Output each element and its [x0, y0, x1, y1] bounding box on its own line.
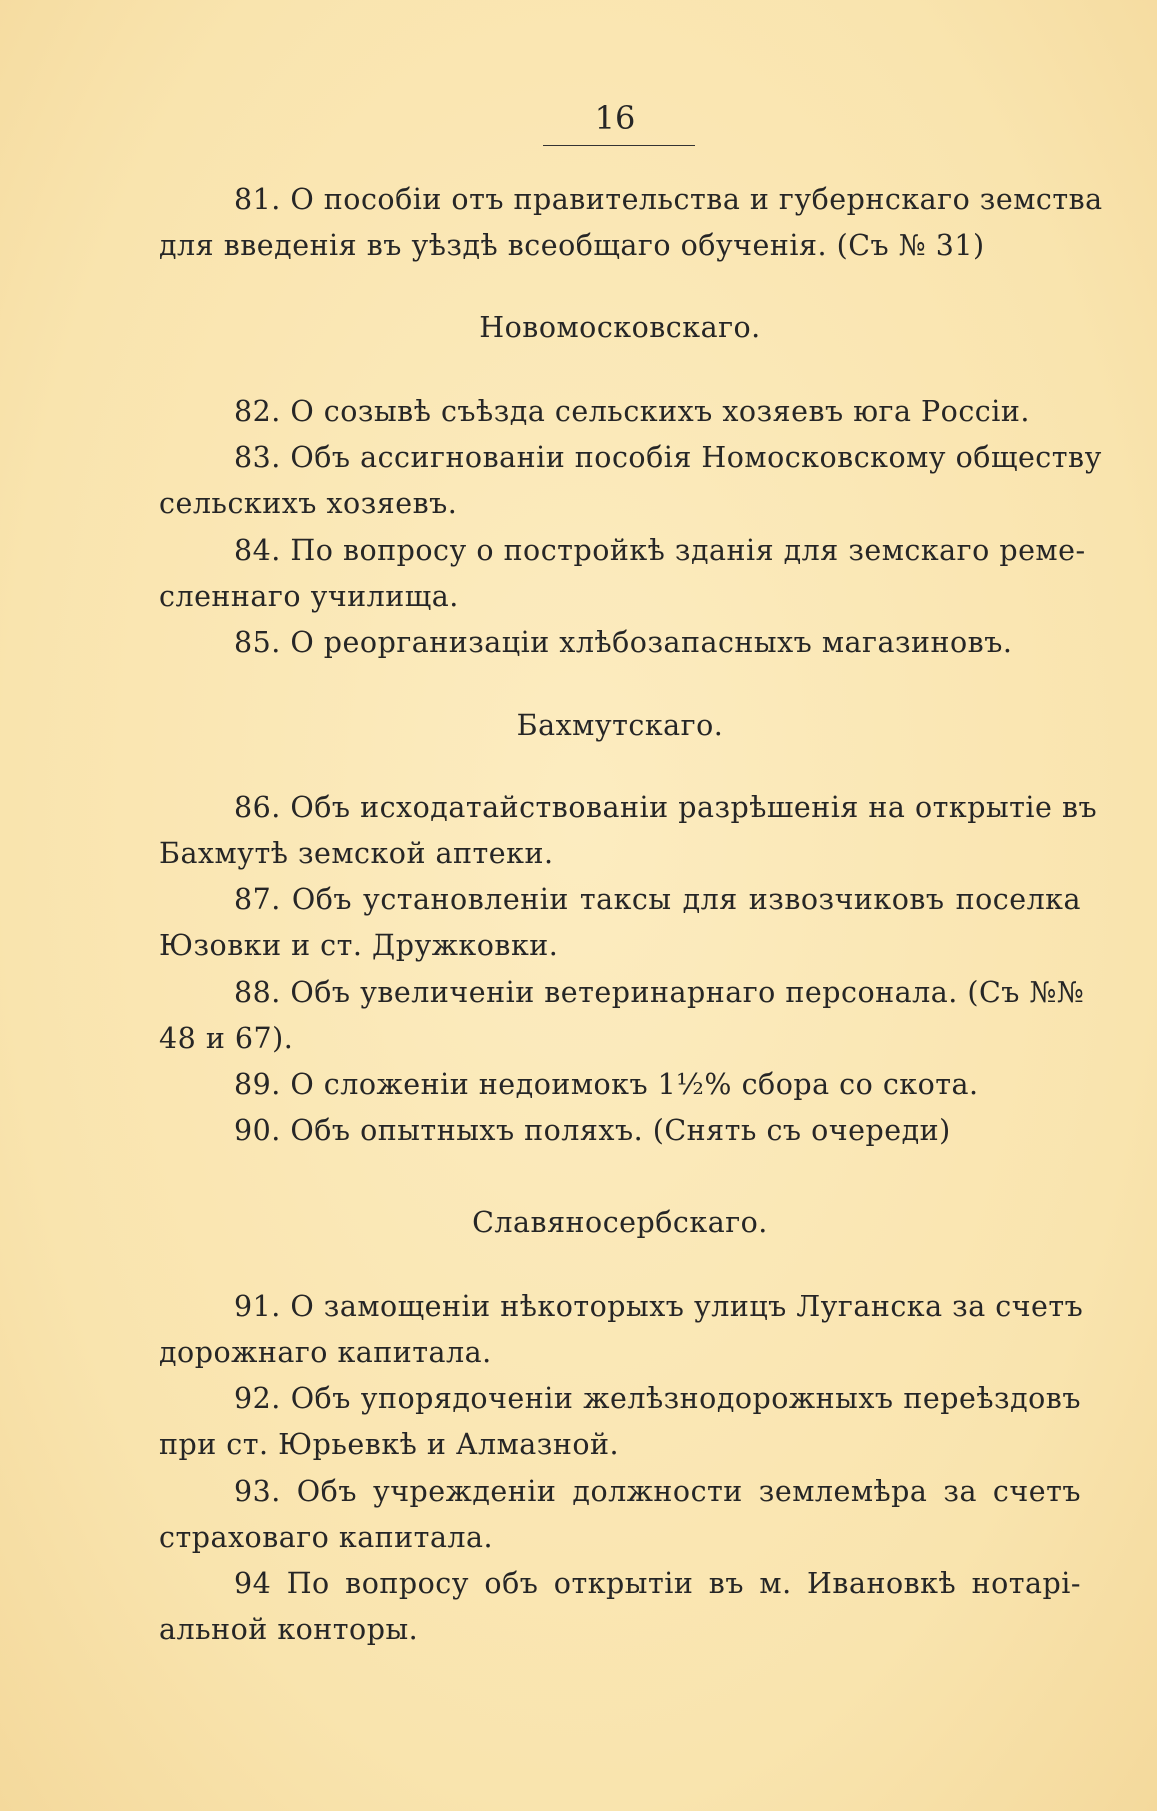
item-88-line-1: 88. Объ увеличеніи ветеринарнаго персонала. (Съ №№ — [234, 976, 1085, 1009]
item-94-line-2: альной конторы. — [159, 1613, 419, 1646]
item-92-line-1: 92. Объ упорядоченіи желѣзнодорожныхъ переѣздовъ — [234, 1382, 1081, 1415]
item-84-line-1: 84. По вопросу о постройкѣ зданія для земскаго реме- — [234, 534, 1086, 567]
item-91-line-1: 91. О замощеніи нѣкоторыхъ улицъ Луганска за счетъ — [234, 1290, 1084, 1323]
section-heading-slavyanoserbsk: Славяносербскаго. — [472, 1206, 768, 1239]
item-90-line-1: 90. Объ опытныхъ поляхъ. (Снять съ очереди) — [234, 1114, 951, 1147]
item-83-line-1: 83. Объ ассигнованіи пособія Номосковскому обществу — [234, 441, 1102, 474]
page-number-rule — [543, 145, 695, 146]
item-82-line-1: 82. О созывѣ съѣзда сельскихъ хозяевъ юга Россіи. — [234, 395, 1030, 428]
item-84-line-2: сленнаго училища. — [159, 580, 459, 613]
item-81-line-1: 81. О пособіи отъ правительства и губернскаго земства — [234, 183, 1103, 216]
item-92-line-2: при ст. Юрьевкѣ и Алмазной. — [159, 1428, 620, 1461]
item-87-line-2: Юзовки и ст. Дружковки. — [159, 929, 559, 962]
item-93-line-2: страховаго капитала. — [159, 1521, 494, 1554]
page-number: 16 — [594, 99, 636, 137]
item-94-line-1: 94 По вопросу объ открытіи въ м. Ивановкѣ нотарі- — [234, 1567, 1081, 1600]
item-86-line-1: 86. Объ исходатайствованіи разрѣшенія на открытіе въ — [234, 791, 1098, 824]
item-89-line-1: 89. О сложеніи недоимокъ 1½% сбора со скота. — [234, 1068, 979, 1101]
item-83-line-2: сельскихъ хозяевъ. — [159, 487, 458, 520]
item-81-line-2: для введенія въ уѣздѣ всеобщаго обученія. (Съ № 31) — [159, 229, 985, 262]
item-93-line-1: 93. Объ учрежденіи должности землемѣра за счетъ — [234, 1475, 1081, 1508]
section-heading-bakhmut: Бахмутскаго. — [516, 709, 724, 742]
item-91-line-2: дорожнаго капитала. — [159, 1336, 492, 1369]
item-86-line-2: Бахмутѣ земской аптеки. — [159, 837, 554, 870]
section-heading-novomoskovsk: Новомосковскаго. — [479, 311, 761, 344]
item-85-line-1: 85. О реорганизаціи хлѣбозапасныхъ магазиновъ. — [234, 626, 1013, 659]
item-88-line-2: 48 и 67). — [159, 1022, 294, 1055]
item-87-line-1: 87. Объ установленіи таксы для извозчиковъ поселка — [234, 883, 1081, 916]
